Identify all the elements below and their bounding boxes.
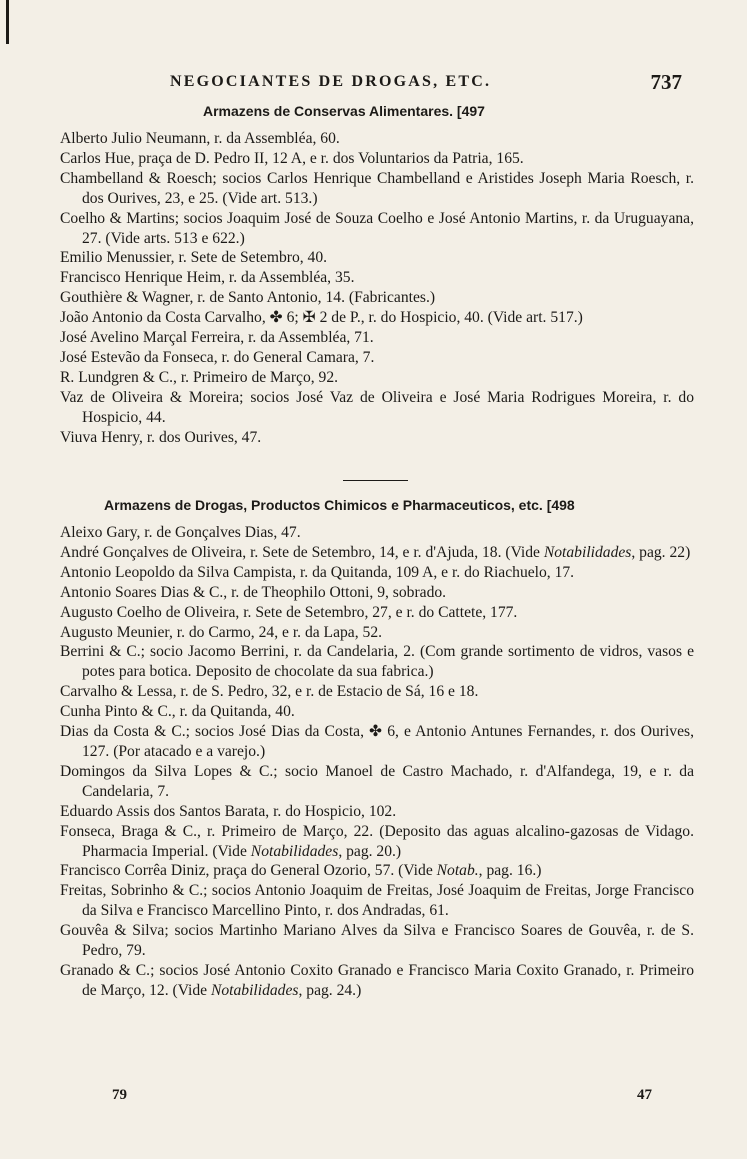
directory-entry: João Antonio da Costa Carvalho, ✤ 6; ✠ 2 de P., r. do Hospicio, 40. (Vide art. 517.) [60, 309, 583, 327]
directory-entry: Granado & C.; socios José Antonio Coxito Granado e Francisco Maria Coxito Granado, r. Primeiro de Março, 12. (Vide Notabilidades, pag. 24.) [60, 961, 694, 999]
directory-entry: José Avelino Marçal Ferreira, r. da Assembléa, 71. [60, 329, 374, 347]
directory-entry: Dias da Costa & C.; socios José Dias da Costa, ✤ 6, e Antonio Antunes Fernandes, r. dos Ourives, 127. (Por atacado e a varejo.) [60, 723, 694, 760]
directory-entry: Viuva Henry, r. dos Ourives, 47. [60, 428, 262, 446]
directory-entry: Cunha Pinto & C., r. da Quitanda, 40. [60, 703, 295, 721]
directory-entry: Vaz de Oliveira & Moreira; socios José Vaz de Oliveira e José Maria Rodrigues Moreira, r. do Hospicio, 44. [60, 388, 694, 426]
directory-entry: Gouthière & Wagner, r. de Santo Antonio, 14. (Fabricantes.) [60, 289, 436, 307]
page-header [62, 70, 688, 99]
directory-entry: Freitas, Sobrinho & C.; socios Antonio Joaquim de Freitas, José Joaquim de Freitas, Jorge Francisco da Silva e Francisco Marcellino Pinto, r. dos Andradas, 61. [60, 882, 694, 920]
footer-signature-left: 79 [112, 1087, 127, 1103]
directory-entry: Carvalho & Lessa, r. de S. Pedro, 32, e r. de Estacio de Sá, 16 e 18. [60, 683, 479, 701]
directory-entry: Domingos da Silva Lopes & C.; socio Manoel de Castro Machado, r. d'Alfandega, 19, e r. da Candelaria, 7. [60, 762, 694, 800]
directory-entry: Chambelland & Roesch; socios Carlos Henrique Chambelland e Aristides Joseph Maria Roesch, r. dos Ourives, 23, e 25. (Vide art. 513.) [60, 169, 694, 207]
directory-entry: Emilio Menussier, r. Sete de Setembro, 40. [60, 249, 328, 267]
section-divider [343, 480, 408, 481]
directory-entry: Carlos Hue, praça de D. Pedro II, 12 A, e r. dos Voluntarios da Patria, 165. [60, 149, 524, 167]
page-edge-mark [6, 0, 9, 44]
directory-list-conservas [60, 129, 694, 448]
directory-entry: Alberto Julio Neumann, r. da Assembléa, 60. [60, 130, 340, 147]
directory-entry: André Gonçalves de Oliveira, r. Sete de Setembro, 14, e r. d'Ajuda, 18. (Vide Notabilidades, pag. 22) [60, 543, 691, 561]
directory-entry: Francisco Corrêa Diniz, praça do General Ozorio, 57. (Vide Notab., pag. 16.) [60, 862, 542, 880]
section-heading-conservas: Armazens de Conservas Alimentares. [497 [203, 103, 485, 119]
directory-entry: Coelho & Martins; socios Joaquim José de Souza Coelho e José Antonio Martins, r. da Uruguayana, 27. (Vide arts. 513 e 622.) [60, 209, 694, 247]
page-number: 737 [650, 70, 682, 94]
directory-entry: Antonio Leopoldo da Silva Campista, r. da Quitanda, 109 A, e r. do Riachuelo, 17. [60, 563, 575, 581]
directory-entry: Eduardo Assis dos Santos Barata, r. do Hospicio, 102. [60, 802, 397, 820]
directory-entry: Fonseca, Braga & C., r. Primeiro de Março, 22. (Deposito das aguas alcalino-gazosas de Vidago. Pharmacia Imperial. (Vide Notabilidades, pag. 20.) [60, 822, 694, 860]
directory-entry: José Estevão da Fonseca, r. do General Camara, 7. [60, 348, 375, 366]
directory-entry: Berrini & C.; socio Jacomo Berrini, r. da Candelaria, 2. (Com grande sortimento de vidros, vasos e potes para botica. Deposito de chocolate da sua fabrica.) [60, 643, 694, 681]
directory-entry: Augusto Meunier, r. do Carmo, 24, e r. da Lapa, 52. [60, 623, 383, 641]
directory-entry: R. Lundgren & C., r. Primeiro de Março, 92. [60, 368, 339, 386]
directory-list-drogas [60, 523, 694, 1001]
directory-entry: Antonio Soares Dias & C., r. de Theophilo Ottoni, 9, sobrado. [60, 583, 447, 601]
directory-entry: Gouvêa & Silva; socios Martinho Mariano Alves da Silva e Francisco Soares de Gouvêa, r. de S. Pedro, 79. [60, 922, 694, 960]
section-heading-drogas: Armazens de Drogas, Productos Chimicos e Pharmaceuticos, etc. [498 [104, 497, 575, 513]
directory-entry: Francisco Henrique Heim, r. da Assembléa, 35. [60, 269, 355, 287]
running-head-title: NEGOCIANTES DE DROGAS, ETC. [170, 73, 492, 90]
directory-entry: Augusto Coelho de Oliveira, r. Sete de Setembro, 27, e r. do Cattete, 177. [60, 603, 518, 621]
directory-entry: Aleixo Gary, r. de Gonçalves Dias, 47. [60, 524, 301, 541]
footer-signature-right: 47 [637, 1087, 652, 1103]
